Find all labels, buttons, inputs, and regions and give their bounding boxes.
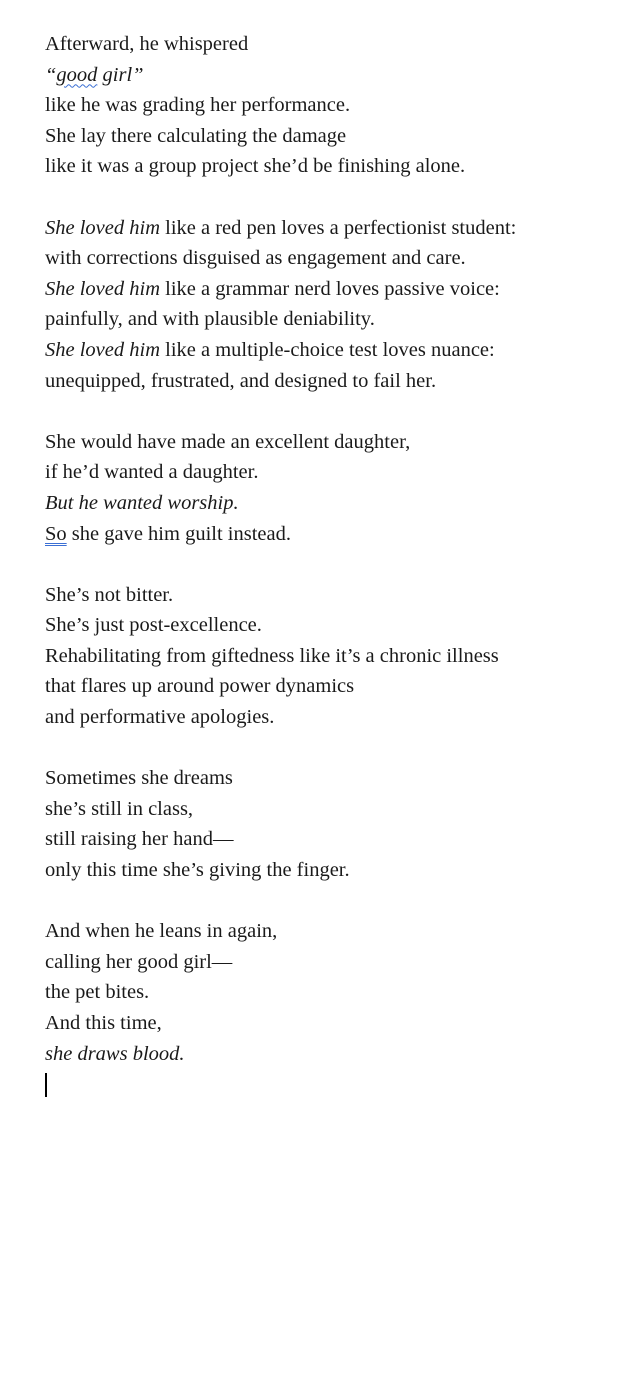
stanza-break	[45, 886, 635, 917]
spellcheck-flagged-word[interactable]: good	[56, 63, 98, 86]
poem-line	[45, 335, 635, 366]
poem-line: if he’d wanted a daughter.	[45, 461, 259, 484]
emphasis-text: She loved him	[45, 216, 160, 239]
poem-text: she gave him guilt instead.	[66, 522, 291, 545]
document-body[interactable]	[45, 29, 635, 1107]
poem-line	[45, 213, 635, 244]
poem-line: unequipped, frustrated, and designed to fail her.	[45, 369, 437, 392]
cursor-line[interactable]	[45, 1069, 635, 1107]
poem-line: Rehabilitating from giftedness like it’s a chronic illness	[45, 644, 499, 667]
poem-line: She lay there calculating the damage	[45, 124, 347, 147]
poem-line: Sometimes she dreams	[45, 767, 233, 790]
poem-line: She’s not bitter.	[45, 583, 174, 606]
poem-line: only this time she’s giving the finger.	[45, 859, 350, 882]
poem-line: And this time,	[45, 1012, 162, 1034]
emphasis-text: She loved him	[45, 338, 160, 361]
emphasis-text: She loved him	[45, 277, 160, 300]
poem-text: like a red pen loves a perfectionist student:	[160, 216, 517, 239]
poem-line: calling her good girl—	[45, 950, 233, 973]
poem-line: painfully, and with plausible deniability.	[45, 308, 375, 331]
poem-line	[45, 519, 635, 550]
poem-line: still raising her hand—	[45, 828, 234, 851]
poem-line: But he wanted worship.	[45, 491, 239, 514]
poem-line: the pet bites.	[45, 981, 150, 1004]
poem-text: like a multiple-choice test loves nuance:	[160, 338, 495, 361]
grammar-flagged-word[interactable]: So	[45, 522, 67, 545]
stanza-break	[45, 396, 635, 427]
poem-line: that flares up around power dynamics	[45, 675, 355, 698]
text-cursor	[45, 1073, 47, 1097]
poem-text: girl	[97, 63, 133, 86]
poem-line: she’s still in class,	[45, 797, 194, 820]
poem-text: like a grammar nerd loves passive voice:	[160, 277, 500, 300]
poem-line: She would have made an excellent daughter,	[45, 430, 411, 453]
poem-line: Afterward, he whispered	[45, 33, 249, 55]
poem-line: And when he leans in again,	[45, 920, 278, 943]
poem-line: She’s just post-excellence.	[45, 614, 262, 637]
open-quote: “	[45, 63, 57, 86]
stanza-break	[45, 733, 635, 764]
poem-line: with corrections disguised as engagement and care.	[45, 247, 466, 270]
stanza-break	[45, 549, 635, 580]
poem-line: like it was a group project she’d be finishing alone.	[45, 155, 466, 178]
poem-line: like he was grading her performance.	[45, 94, 351, 117]
poem-line	[45, 60, 635, 91]
poem-line: and performative apologies.	[45, 706, 275, 729]
poem-line: she draws blood.	[45, 1042, 185, 1065]
close-quote: ”	[132, 63, 144, 86]
stanza-break	[45, 182, 635, 213]
poem-line	[45, 274, 635, 305]
